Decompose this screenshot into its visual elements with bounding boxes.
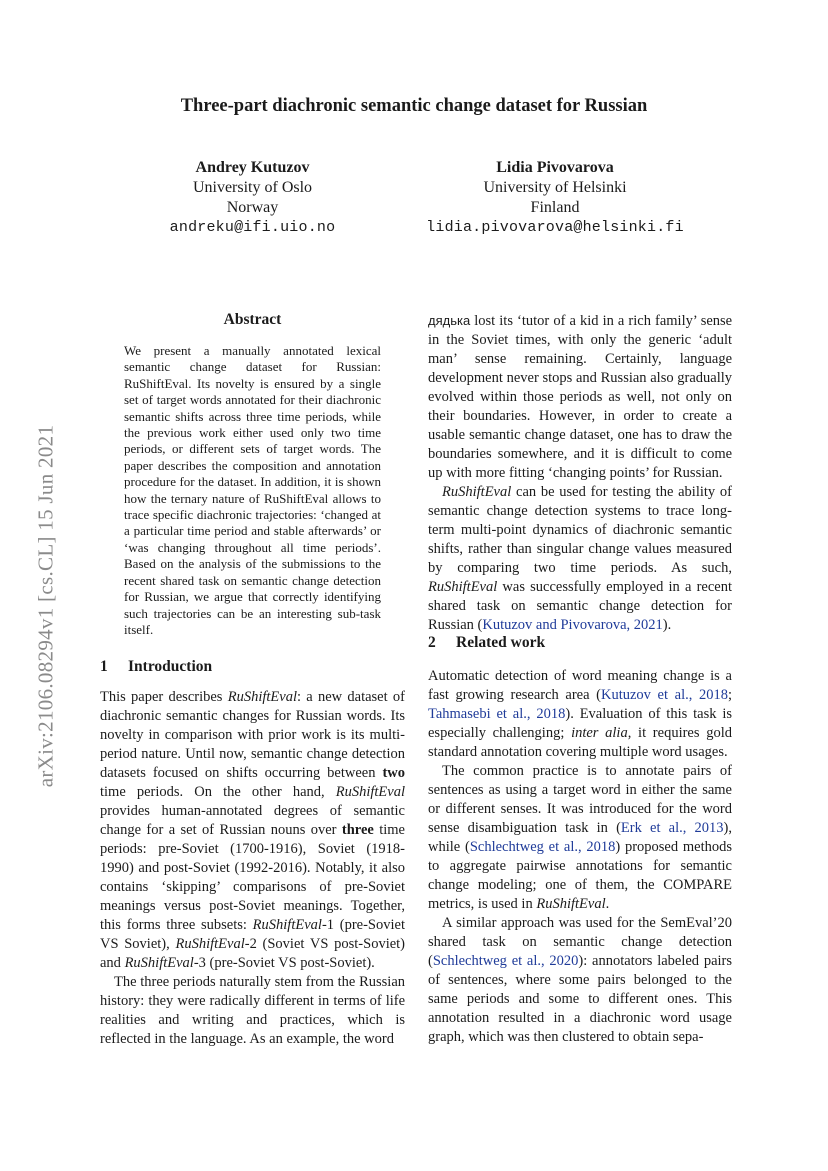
paragraph: A similar approach was used for the SemEval’20 shared task on semantic change detection (Schlechtweg et al., 2020): annotators labeled pairs of sentences, where some pairs belonged to the same periods and some to different ones. This annotation resulted in a diachronic word usage graph, which was then clustered to obtain sepa-: [428, 915, 733, 1045]
section-title: Introduction: [128, 658, 213, 675]
abstract-text: We present a manually annotated lexical semantic change dataset for Russian: RuShiftEval. Its novelty is ensured by a single set of target words annotated for their diachronic semantic shifts across three time periods, while the previous work either used only two time periods, or different sets of target words. The paper describes the composition and annotation procedure for the dataset. In addition, it is shown how the ternary nature of RuShiftEval allows to trace specific diachronic trajectories: ‘changed at a particular time period and stable afterwards’ or ‘was changing throughout all time periods’. Based on the analysis of the submissions to the recent shared task on semantic change detection for Russian, we argue that correctly identifying such trajectories can be an interesting sub-task itself.: [124, 343, 381, 637]
right-column: [428, 311, 732, 635]
citation-link[interactable]: Schlechtweg et al., 2020: [432, 953, 579, 969]
section-heading-related-work: [428, 634, 545, 652]
author-affiliation: University of Helsinki: [483, 179, 627, 196]
paragraph: The three periods naturally stem from the Russian history: they were radically different in terms of life realities and writing and practices, which is reflected in the language. As an example, the word: [100, 974, 406, 1047]
section-number: 1: [100, 658, 108, 675]
author-country: Finland: [530, 199, 580, 216]
author-name: Lidia Pivovarova: [496, 159, 614, 176]
arxiv-stamp: arXiv:2106.08294v1 [cs.CL] 15 Jun 2021: [33, 424, 58, 788]
citation-link[interactable]: Kutuzov and Pivovarova, 2021: [482, 617, 663, 633]
paragraph-continued: дядька lost its ‘tutor of a kid in a rich family’ sense in the Soviet times, with only the generic ‘adult man’ sense remaining. Certainly, language development never stops and Russian also gradually evolved within those periods as well, not only on their boundaries. However, in order to create a usable semantic change dataset, one has to draw the boundaries somewhere, and it is difficult to come up with more fitting ‘changing points’ for Russian.: [428, 313, 733, 481]
paragraph: The common practice is to annotate pairs of sentences as using a target word in either the same or different senses. It was introduced for the word sense disambiguation task in (Erk et al., 2013), while (Schlechtweg et al., 2018) proposed methods to aggregate pairwise annotations for semantic change modeling; one of them, the COMPARE metrics, is used in RuShiftEval.: [428, 763, 733, 912]
author-affiliation: University of Oslo: [192, 179, 313, 196]
intro-body-left: [100, 688, 405, 1049]
paragraph: Automatic detection of word meaning change is a fast growing research area (Kutuzov et al., 2018; Tahmasebi et al., 2018). Evaluation of this task is especially challenging; inter alia, it requires gold standard annotation covering multiple word usages.: [428, 668, 733, 760]
author-block-2: [405, 158, 705, 238]
arxiv-sidebar: [16, 366, 76, 846]
abstract-heading: Abstract: [223, 311, 282, 328]
citation-link[interactable]: Kutuzov et al., 2018: [601, 687, 728, 703]
author-country: Norway: [226, 199, 279, 216]
citation-link[interactable]: Schlechtweg et al., 2018: [469, 839, 616, 855]
section-number: 2: [428, 634, 436, 651]
paragraph: This paper describes RuShiftEval: a new dataset of diachronic semantic changes for Russian words. Its novelty in comparison with prior work is its multi-period nature. Until now, semantic change detection datasets focused on shifts occurring between two time periods. On the other hand, RuShiftEval provides human-annotated degrees of semantic change for a set of Russian nouns over three time periods: pre-Soviet (1700-1916), Soviet (1918-1990) and post-Soviet (1992-2016). Notably, it also contains ‘skipping’ comparisons of pre-Soviet meanings versus post-Soviet meanings. Together, this forms three subsets: RuShiftEval-1 (pre-Soviet VS Soviet), RuShiftEval-2 (Soviet VS post-Soviet) and RuShiftEval-3 (pre-Soviet VS post-Soviet).: [100, 689, 406, 971]
author-name: Andrey Kutuzov: [195, 159, 310, 176]
citation-link[interactable]: Erk et al., 2013: [620, 820, 724, 836]
author-block-1: [150, 158, 355, 238]
paragraph: RuShiftEval can be used for testing the ability of semantic change detection systems to trace long-term multi-point dynamics of diachronic semantic shifts, rather than singular change values measured by comparing two time periods. As such, RuShiftEval was successfully employed in a recent shared task on semantic change detection for Russian (Kutuzov and Pivovarova, 2021).: [428, 484, 732, 633]
author-email[interactable]: lidia.pivovarova@helsinki.fi: [426, 219, 684, 236]
citation-link[interactable]: Tahmasebi et al., 2018: [428, 706, 566, 722]
section-heading-introduction: [100, 658, 212, 676]
cyrillic-word: дядька: [428, 313, 471, 328]
author-email[interactable]: andreku@ifi.uio.no: [169, 219, 336, 236]
paper-title: Three-part diachronic semantic change dataset for Russian: [180, 96, 648, 116]
related-body: [428, 667, 732, 1047]
section-title: Related work: [456, 634, 546, 651]
